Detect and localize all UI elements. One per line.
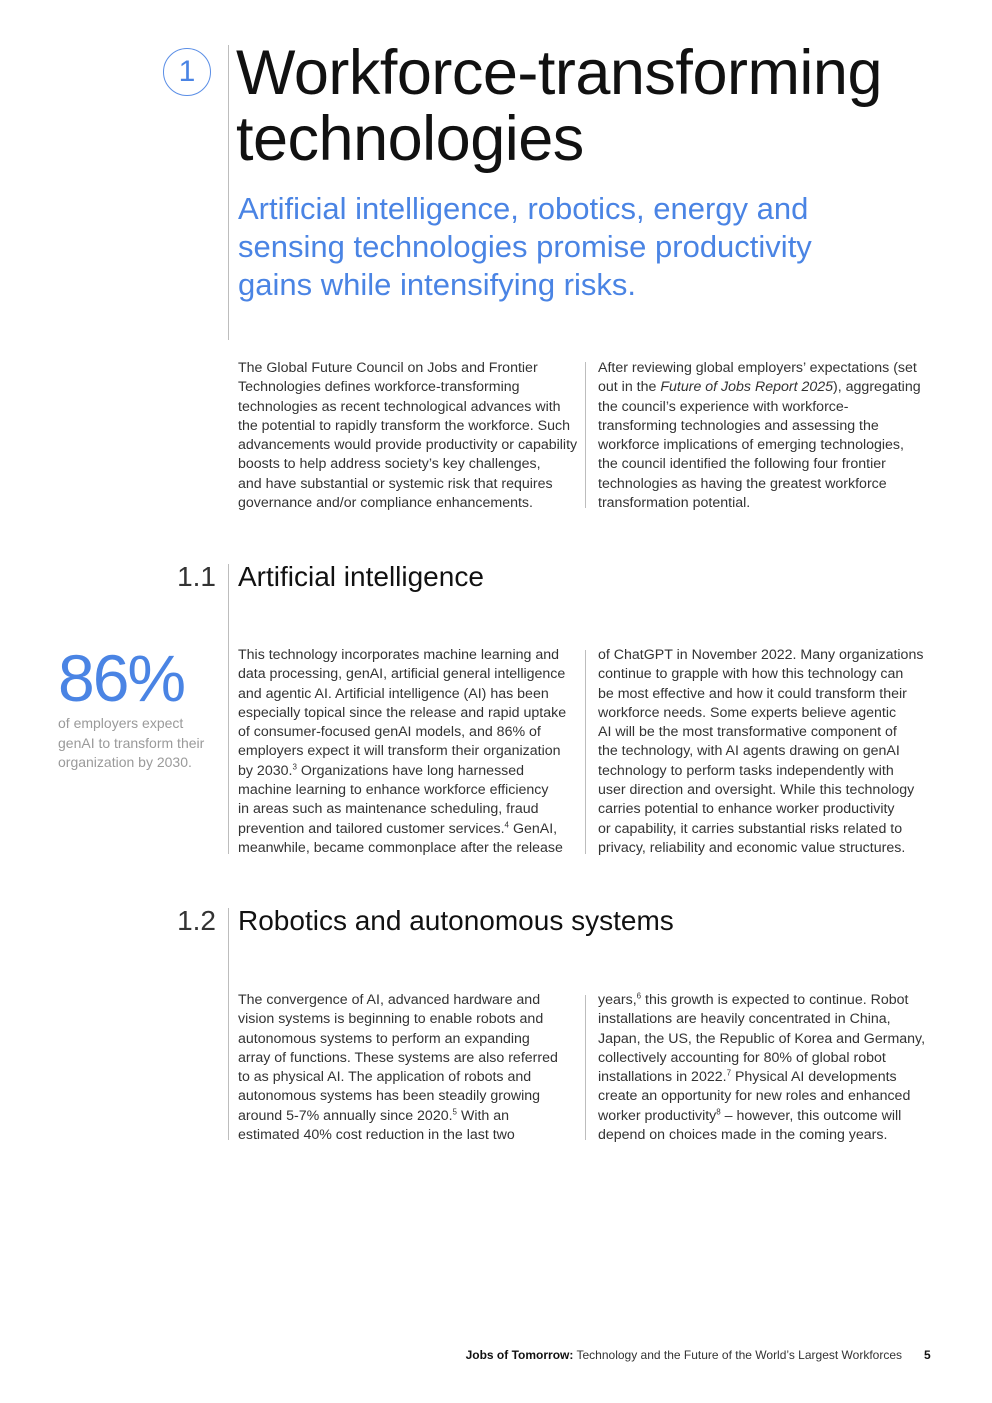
- section-divider-line: [228, 564, 229, 854]
- text-line: The convergence of AI, advanced hardware and: [238, 992, 541, 1008]
- text-line: depend on choices made in the coming years.: [598, 1127, 888, 1144]
- footnote-ref[interactable]: 4: [504, 819, 509, 829]
- text-line: transforming technologies and assessing the: [598, 417, 879, 434]
- text-line: autonomous systems to perform an expanding: [238, 1030, 530, 1047]
- text-line: Organizations have long harnessed: [296, 762, 525, 779]
- report-reference: Future of Jobs Report 2025: [660, 379, 834, 396]
- text-line: employers expect it will transform their organization: [238, 743, 561, 760]
- subtitle-line: sensing technologies promise productivity: [238, 229, 812, 264]
- page-footer: [300, 1347, 902, 1363]
- chapter-number: 1: [178, 55, 196, 88]
- text-line: transformation potential.: [598, 495, 751, 512]
- chapter-divider-line: [228, 45, 229, 340]
- text-line: worker productivity: [598, 1107, 717, 1124]
- text-line: continue to grapple with how this technology can: [598, 666, 904, 683]
- robotics-column-2: [598, 991, 943, 1145]
- text-line: to as physical AI. The application of robots and: [238, 1069, 532, 1086]
- text-line: meanwhile, became commonplace after the release: [238, 839, 563, 856]
- text-line: Technologies defines workforce-transforming: [238, 379, 520, 396]
- text-line: privacy, reliability and economic value structures.: [598, 839, 906, 856]
- ai-column-1: [238, 646, 583, 858]
- column-divider: [585, 650, 586, 854]
- text-line: and agentic AI. Artificial intelligence (AI) has been: [238, 685, 549, 702]
- robotics-column-1: [238, 991, 583, 1145]
- text-line: carries potential to enhance worker productivity: [598, 801, 895, 818]
- text-line: prevention and tailored customer services.: [238, 820, 505, 837]
- text-line: installations in 2022.: [598, 1069, 727, 1086]
- text-line: technology to perform tasks independently with: [598, 762, 894, 779]
- text-line: – however, this outcome will: [720, 1107, 902, 1124]
- footnote-ref[interactable]: 3: [292, 762, 297, 772]
- text-line: by 2030.: [238, 762, 293, 779]
- text-line: This technology incorporates machine learning and: [238, 647, 559, 663]
- text-line: installations are heavily concentrated in China,: [598, 1011, 891, 1028]
- section-title: Robotics and autonomous systems: [238, 905, 674, 936]
- text-line: Physical AI developments: [731, 1069, 897, 1086]
- stat-value: 86%: [58, 641, 185, 715]
- text-line: create an opportunity for new roles and enhanced: [598, 1088, 911, 1105]
- text-line: advancements would provide productivity or capability: [238, 437, 578, 454]
- text-line: collectively accounting for 80% of global robot: [598, 1049, 886, 1066]
- text-line: data processing, genAI, artificial general intelligence: [238, 666, 566, 683]
- text-line: technologies as having the greatest workforce: [598, 475, 887, 492]
- text-line: in areas such as maintenance scheduling, fraud: [238, 801, 539, 818]
- text-line: array of functions. These systems are also referred: [238, 1049, 558, 1066]
- text-line: autonomous systems has been steadily growing: [238, 1088, 541, 1105]
- text-line: machine learning to enhance workforce efficiency: [238, 782, 549, 799]
- report-subtitle: Technology and the Future of the World’s Largest Workforces: [573, 1348, 902, 1362]
- text-line: boosts to help address society’s key challenges,: [238, 456, 541, 473]
- footnote-ref[interactable]: 5: [452, 1107, 457, 1117]
- footnote-ref[interactable]: 7: [726, 1068, 732, 1078]
- text-line: technologies as recent technological advances with: [238, 398, 561, 415]
- text-line: estimated 40% cost reduction in the last two: [238, 1127, 515, 1144]
- chapter-title: [236, 40, 956, 172]
- section-number: 1.2: [177, 905, 216, 936]
- text-line: workforce implications of emerging technologies,: [598, 437, 904, 454]
- page-number: 5: [924, 1348, 931, 1362]
- subtitle-line: Artificial intelligence, robotics, energy and: [238, 191, 809, 226]
- section-title: Artificial intelligence: [238, 561, 484, 592]
- chapter-number-badge: [163, 48, 211, 96]
- text-line: the council identified the following four frontier: [598, 456, 886, 473]
- text-line: this growth is expected to continue. Robot: [641, 992, 909, 1008]
- section-divider-line: [228, 908, 229, 1140]
- text-line: vision systems is beginning to enable robots and: [238, 1011, 544, 1028]
- text-line: out in the: [598, 379, 661, 396]
- text-line: organization by 2030.: [58, 754, 192, 770]
- text-line: be most effective and how it could transform their: [598, 685, 907, 702]
- text-line: After reviewing global employers’ expectations (set: [598, 360, 917, 376]
- footnote-ref[interactable]: 8: [716, 1107, 721, 1117]
- subtitle-line: gains while intensifying risks.: [238, 267, 637, 302]
- column-divider: [585, 995, 586, 1140]
- text-line: the council’s experience with workforce-: [598, 398, 849, 415]
- text-line: genAI to transform their: [58, 734, 205, 751]
- text-line: The Global Future Council on Jobs and Frontier: [238, 360, 538, 376]
- chapter-title-line: Workforce-transforming: [236, 38, 883, 108]
- text-line: Japan, the US, the Republic of Korea and Germany,: [598, 1030, 926, 1047]
- text-line: ), aggregating: [833, 379, 921, 396]
- text-line: workforce needs. Some experts believe agentic: [598, 704, 897, 721]
- text-line: of employers expect: [58, 715, 184, 731]
- text-line: of consumer-focused genAI models, and 86% of: [238, 724, 541, 741]
- text-line: years,: [598, 992, 637, 1008]
- intro-column-1: [238, 359, 583, 513]
- footnote-ref[interactable]: 6: [636, 991, 642, 1001]
- text-line: With an: [457, 1107, 510, 1124]
- text-line: GenAI,: [509, 820, 558, 837]
- report-title: Jobs of Tomorrow:: [465, 1348, 574, 1362]
- text-line: or capability, it carries substantial risks related to: [598, 820, 903, 837]
- text-line: AI will be the most transformative component of: [598, 724, 897, 741]
- text-line: the technology, with AI agents drawing on genAI: [598, 743, 900, 760]
- text-line: the potential to rapidly transform the workforce. Such: [238, 417, 570, 434]
- column-divider: [585, 362, 586, 508]
- text-line: user direction and oversight. While this technology: [598, 782, 915, 799]
- text-line: governance and/or compliance enhancements.: [238, 495, 533, 512]
- text-line: and have substantial or systemic risk that requires: [238, 475, 553, 492]
- ai-column-2: [598, 646, 943, 858]
- section-number: 1.1: [177, 561, 216, 592]
- text-line: especially topical since the release and rapid uptake: [238, 704, 567, 721]
- intro-column-2: [598, 359, 943, 513]
- chapter-title-line: technologies: [236, 104, 584, 174]
- stat-caption: [58, 714, 218, 773]
- text-line: of ChatGPT in November 2022. Many organizations: [598, 647, 924, 663]
- chapter-subtitle: [238, 190, 878, 304]
- text-line: around 5-7% annually since 2020.: [238, 1107, 453, 1124]
